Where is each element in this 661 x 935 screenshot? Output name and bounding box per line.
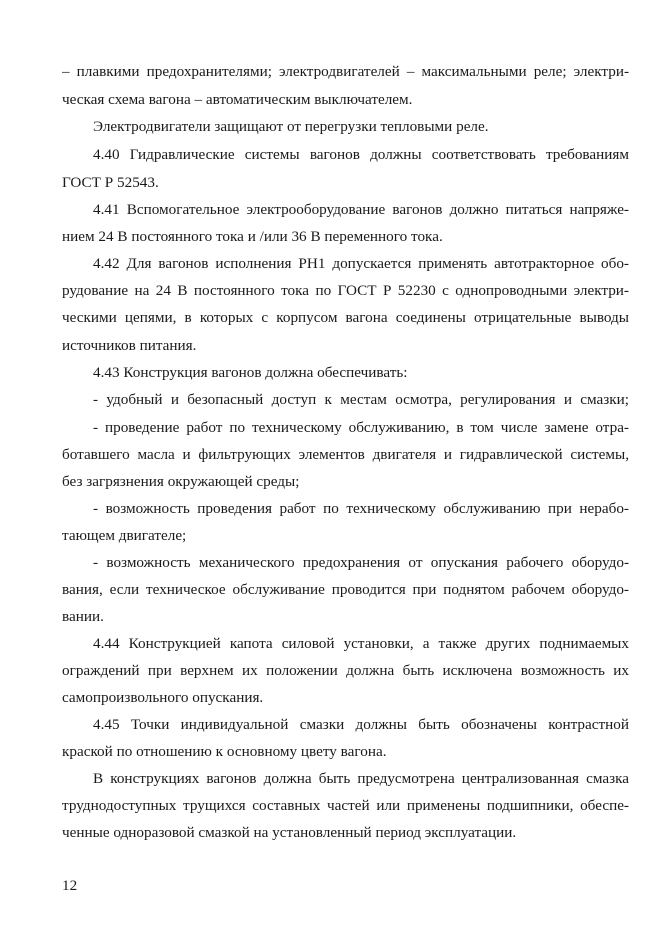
text-line: краской по отношению к основному цвету вагона.: [62, 743, 387, 760]
text-line: 4.43 Конструкция вагонов должна обеспечивать:: [93, 364, 408, 381]
text-line: 4.42 Для вагонов исполнения РН1 допускается применять автотракторное обо-: [93, 255, 629, 272]
text-line: вании.: [62, 608, 104, 625]
text-line: ческая схема вагона – автоматическим выключателем.: [62, 91, 413, 108]
text-line: - возможность проведения работ по техническому обслуживанию при нерабо-: [93, 500, 629, 517]
text-line: ческими цепями, в которых с корпусом вагона соединены отрицательные выводы: [62, 309, 629, 326]
text-line: тающем двигателе;: [62, 527, 187, 544]
text-line: ограждений при верхнем их положении должна быть исключена возможность их: [62, 662, 629, 679]
text-line: источников питания.: [62, 337, 197, 354]
text-line: Электродвигатели защищают от перегрузки тепловыми реле.: [93, 118, 489, 135]
text-line: - проведение работ по техническому обслуживанию, в том числе замене отра-: [93, 419, 629, 436]
text-line: самопроизвольного опускания.: [62, 689, 264, 706]
text-line: – плавкими предохранителями; электродвигателей – максимальными реле; электри-: [62, 63, 629, 80]
page-number: 12: [62, 877, 78, 894]
text-line: ченные одноразовой смазкой на установленный период эксплуатации.: [62, 824, 517, 841]
text-line: - удобный и безопасный доступ к местам осмотра, регулирования и смазки;: [93, 391, 629, 408]
text-line: вания, если техническое обслуживание проводится при поднятом рабочем оборудо-: [62, 581, 629, 598]
text-line: нием 24 В постоянного тока и /или 36 В переменного тока.: [62, 228, 443, 245]
text-line: ГОСТ Р 52543.: [62, 174, 159, 191]
text-line: 4.44 Конструкцией капота силовой установки, а также других поднимаемых: [93, 635, 629, 652]
text-line: ботавшего масла и фильтрующих элементов двигателя и гидравлической системы,: [62, 446, 629, 463]
text-line: - возможность механического предохранения от опускания рабочего оборудо-: [93, 554, 629, 571]
text-line: труднодоступных трущихся составных частей или применены подшипники, обеспе-: [62, 797, 629, 814]
text-line: без загрязнения окружающей среды;: [62, 473, 300, 490]
text-line: 4.45 Точки индивидуальной смазки должны быть обозначены контрастной: [93, 716, 629, 733]
text-line: рудование на 24 В постоянного тока по ГОСТ Р 52230 с однопроводными электри-: [62, 282, 629, 299]
text-line: В конструкциях вагонов должна быть предусмотрена централизованная смазка: [93, 770, 629, 787]
text-line: 4.41 Вспомогательное электрооборудование вагонов должно питаться напряже-: [93, 201, 629, 218]
text-line: 4.40 Гидравлические системы вагонов должны соответствовать требованиям: [93, 146, 629, 163]
